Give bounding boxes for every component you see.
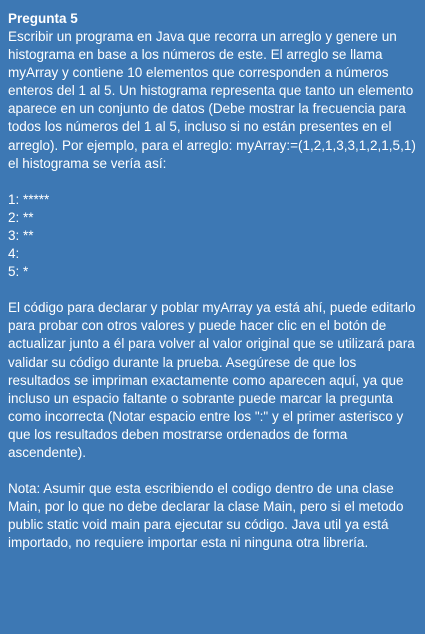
spacer <box>8 281 417 299</box>
question-body: El código para declarar y poblar myArray ya está ahí, puede editarlo para probar con otros valores y puede hacer clic en el botón de actualizar junto a él para volver al valor original que se utilizará para validar su código durante la prueba. Asegúrese de que los resultados se impriman exactamente como aparecen aquí, ya que incluso un espacio faltante o sobrante puede marcar la pregunta como incorrecta (Notar espacio entre los ":" y el primer asterisco y que los resultados deben mostrarse ordenados de forma ascendente). <box>8 300 416 460</box>
question-title: Pregunta 5 <box>8 11 78 26</box>
question-intro: Escribir un programa en Java que recorra un arreglo y genere un histograma en base a los números de este. El arreglo se llama myArray y contiene 10 elementos que corresponden a números enteros del 1 al 5. Un histograma representa que tanto un elemento aparece en un conjunto de datos (Debe mostrar la frecuencia para todos los números del 1 al 5, incluso si no están presentes en el arreglo). Por ejemplo, para el arreglo: myArray:=(1,2,1,3,3,1,2,1,5,1) el histograma se vería así: <box>8 29 416 171</box>
histogram-line: 3: ** <box>8 227 34 243</box>
histogram-line: 5: * <box>8 264 29 280</box>
histogram-line: 4: <box>8 246 20 262</box>
histogram-line: 1: ***** <box>8 191 50 207</box>
spacer <box>8 173 417 191</box>
question-note: Nota: Asumir que esta escribiendo el codigo dentro de una clase Main, por lo que no debe declarar la clase Main, pero si el metodo public static void main para ejecutar su código. Java util ya está importado, no requiere importar esta ni ninguna otra librería. <box>8 481 404 551</box>
spacer <box>8 462 417 480</box>
histogram-line: 2: ** <box>8 209 34 225</box>
histogram-example <box>8 191 417 281</box>
